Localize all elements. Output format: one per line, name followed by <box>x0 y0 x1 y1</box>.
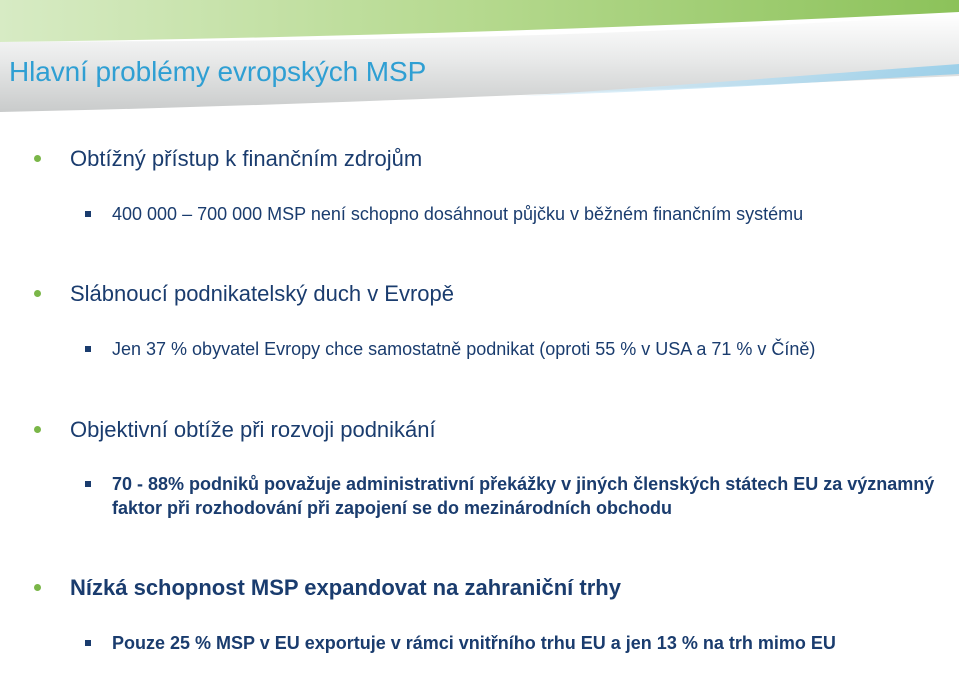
level1-bullet-icon <box>34 584 41 591</box>
section-detail: 400 000 – 700 000 MSP není schopno dosáhnout půjčku v běžném finančním systému <box>112 204 804 224</box>
level2-bullet-icon <box>85 346 91 352</box>
section-detail: 70 - 88% podniků považuje administrativní překážky v jiných členských státech EU za významný faktor při rozhodování při zapojení se do mezinárodních obchodu <box>112 474 935 518</box>
section-detail: Jen 37 % obyvatel Evropy chce samostatně podnikat (oproti 55 % v USA a 71 % v Číně) <box>112 339 816 359</box>
section-heading: Slábnoucí podnikatelský duch v Evropě <box>70 281 455 306</box>
level1-bullet-icon <box>34 290 41 297</box>
level2-bullet-icon <box>85 481 91 487</box>
section-heading: Objektivní obtíže při rozvoji podnikání <box>70 417 436 442</box>
section-heading: Nízká schopnost MSP expandovat na zahraniční trhy <box>70 575 621 600</box>
section-heading: Obtížný přístup k finančním zdrojům <box>70 146 423 171</box>
section-detail: Pouze 25 % MSP v EU exportuje v rámci vnitřního trhu EU a jen 13 % na trh mimo EU <box>112 633 836 653</box>
level2-bullet-icon <box>85 640 91 646</box>
level1-bullet-icon <box>34 155 41 162</box>
level2-bullet-icon <box>85 211 91 217</box>
page-title: Hlavní problémy evropských MSP <box>9 56 427 87</box>
level1-bullet-icon <box>34 426 41 433</box>
